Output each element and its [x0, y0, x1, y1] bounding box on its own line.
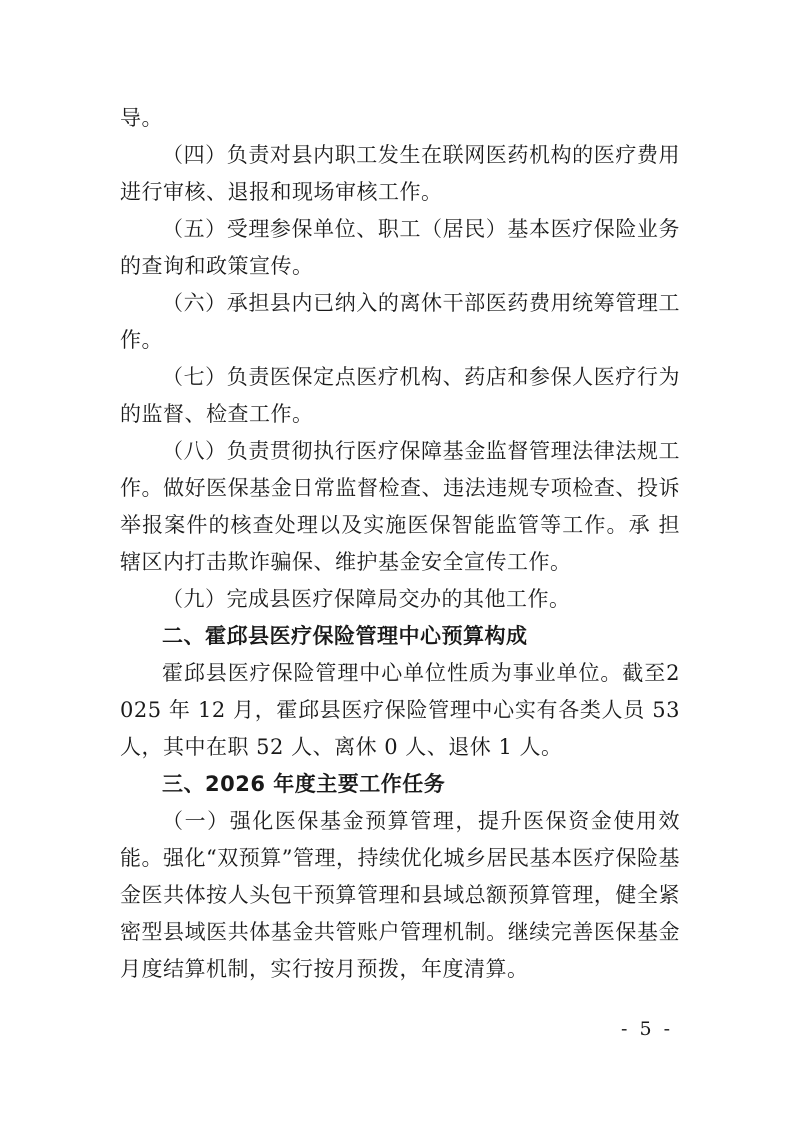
paragraph-item-6: （六）承担县内已纳入的离休干部医药费用统筹管理工作。 [120, 291, 680, 352]
paragraph-item-8: （八）负责贯彻执行医疗保障基金监督管理法律法规工作。做好医保基金日常监督检查、违法违规专项检查、投诉举报案件的核查处理以及实施医保智能监管等工作。承 担辖区内打击欺诈骗保、维护基金安全宣传工作。 [120, 439, 680, 574]
paragraph-item-4: （四）负责对县内职工发生在联网医药机构的医疗费用进行审核、退报和现场审核工作。 [120, 143, 680, 204]
paragraph-item-7: （七）负责医保定点医疗机构、药店和参保人医疗行为的监督、检查工作。 [120, 365, 680, 426]
document-body [120, 100, 680, 988]
paragraph-item-9: （九）完成县医疗保障局交办的其他工作。 [162, 587, 571, 611]
paragraph-item-5: （五）受理参保单位、职工（居民）基本医疗保险业务的查询和政策宣传。 [120, 217, 680, 278]
paragraph-budget-composition: 霍邱县医疗保险管理中心单位性质为事业单位。截至2025 年 12 月，霍邱县医疗保险管理中心实有各类人员 53人，其中在职 52 人、离休 0 人、退休 1 人。 [120, 661, 680, 759]
section-heading-tasks: 三、2026 年度主要工作任务 [162, 772, 446, 796]
paragraph-task-1: （一）强化医保基金预算管理，提升医保资金使用效能。强化“双预算”管理，持续优化城乡居民基本医疗保险基金医共体按人头包干预算管理和县域总额预算管理，健全紧密型县域医共体基金共管账户管理机制。继续完善医保基金月度结算机制，实行按月预拨，年度清算。 [120, 809, 680, 981]
page-number: - 5 - [620, 1018, 673, 1040]
paragraph-continuation: 导。 [120, 106, 163, 130]
section-heading-budget: 二、霍邱县医疗保险管理中心预算构成 [162, 624, 528, 648]
